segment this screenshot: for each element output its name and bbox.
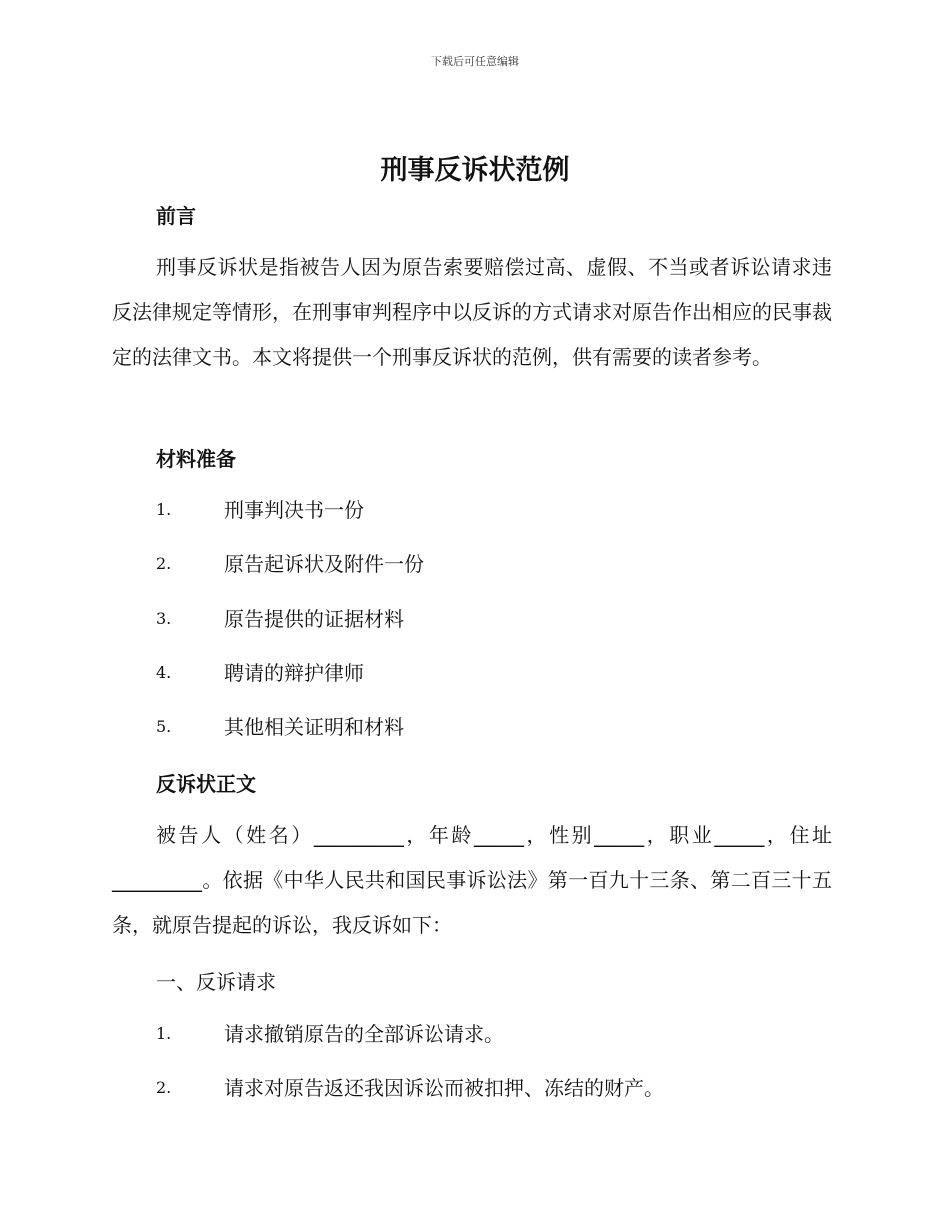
list-item-text: 其他相关证明和材料 [224,715,404,739]
subheading-counterclaim: 一、反诉请求 [156,970,276,994]
preface-paragraph: 刑事反诉状是指被告人因为原告索要赔偿过高、虚假、不当或者诉讼请求违反法律规定等情形，在刑事审判程序中以反诉的方式请求对原告作出相应的民事裁定的法律文书。本文将提供一个刑事反诉状的范例，供有需要的读者参考。 [112,255,832,369]
list-item-text: 刑事判决书一份 [224,498,364,522]
list-item-number: 2. [156,1078,172,1097]
list-item-text: 原告起诉状及附件一份 [224,552,424,576]
list-item-text: 原告提供的证据材料 [224,607,404,631]
section-heading-materials: 材料准备 [156,447,236,471]
section-heading-body: 反诉状正文 [156,772,256,796]
body-paragraph: 被告人（姓名）_________，年龄_____，性别_____，职业_____，住址_________。依据《中华人民共和国民事诉讼法》第一百九十三条、第二百三十五条，就原告提起的诉讼，我反诉如下： [112,823,832,937]
list-item-number: 1. [156,1024,172,1043]
list-item-text: 聘请的辩护律师 [224,661,364,685]
list-item-number: 3. [156,609,172,628]
list-item-number: 4. [156,663,172,682]
document-title: 刑事反诉状范例 [380,155,570,186]
page-header-note: 下载后可任意编辑 [431,55,519,68]
section-heading-preface: 前言 [156,204,196,228]
list-item-number: 2. [156,554,172,573]
list-item-text: 请求撤销原告的全部诉讼请求。 [224,1022,504,1046]
list-item-number: 1. [156,500,172,519]
list-item-number: 5. [156,717,172,736]
list-item-text: 请求对原告返还我因诉讼而被扣押、冻结的财产。 [224,1076,664,1100]
